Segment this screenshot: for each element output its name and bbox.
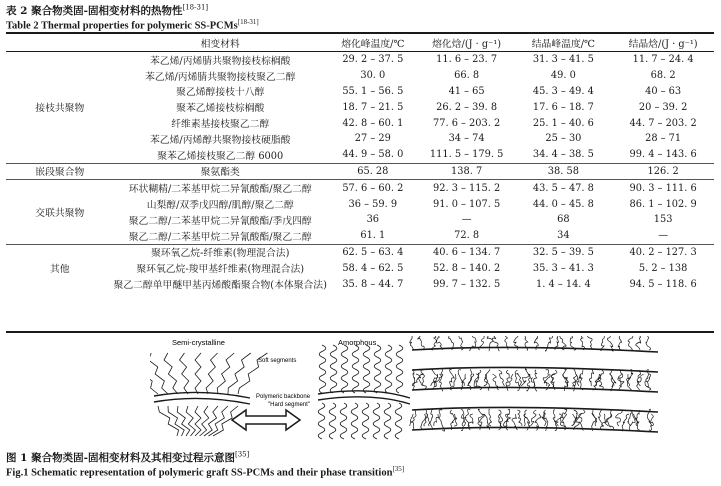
label-soft-segments: Soft segments <box>258 358 297 364</box>
value-cell: 31. 3 – 41. 5 <box>532 54 594 66</box>
value-cell: 35. 8 – 44. 7 <box>342 278 404 290</box>
table-row <box>6 163 714 180</box>
material-cell: 环状糊精/二苯基甲烷二异氰酸酯/聚乙二醇 <box>114 180 327 196</box>
value-cell: 126. 2 <box>612 163 714 180</box>
network-chain <box>434 410 442 426</box>
amorphous-chain <box>385 345 392 393</box>
table-caption-en: Table 2 Thermal properties for polymeric SS-PCMs[18-31] <box>6 18 259 32</box>
polymer-backbone <box>318 397 410 404</box>
network-chain <box>628 336 633 350</box>
category-cell: 其他 <box>6 244 114 292</box>
value-cell: 29. 2 – 37. 5 <box>342 54 404 66</box>
crystalline-chain <box>195 353 201 394</box>
amorphous-chain <box>329 403 336 439</box>
network-backbone <box>412 407 658 412</box>
network-chain <box>421 374 427 390</box>
table-bottom-rule <box>6 331 714 333</box>
network-backbone <box>412 347 658 352</box>
network-chain <box>410 409 416 426</box>
value-cell: 40. 6 – 134. 7 <box>419 244 515 260</box>
value-cell: 34. 4 – 38. 5 <box>532 149 594 161</box>
material-cell: 聚乙二醇单甲醚甲基丙烯酸酯聚合物(本体聚合法) <box>113 280 327 292</box>
value-cell: 61. 1 <box>360 230 386 242</box>
table-caption-cn: 表 2 聚合物类固-固相变材料的热物性[18-31] <box>6 3 209 17</box>
value-cell: 90. 3 – 111. 6 <box>612 180 714 196</box>
value-cell: 20 – 39. 2 <box>638 101 688 113</box>
category-cell: 交联共聚物 <box>6 180 114 244</box>
network-chain <box>531 410 537 426</box>
crystalline-chain <box>180 353 189 394</box>
value-cell: 1. 4 – 14. 4 <box>536 278 591 290</box>
value-cell: 92. 3 – 115. 2 <box>419 180 515 196</box>
category-cell: 嵌段聚合物 <box>6 163 114 180</box>
value-cell: 68 <box>557 214 570 226</box>
amorphous-chain <box>396 345 403 393</box>
value-cell: 32. 5 – 39. 5 <box>515 244 613 260</box>
value-cell: 52. 8 – 140. 2 <box>433 262 501 274</box>
value-cell: 49. 0 <box>550 70 576 82</box>
network-chain <box>421 414 426 430</box>
value-cell: 68. 2 <box>650 70 676 82</box>
header-melting-peak: 熔化峰温度/℃ <box>327 34 419 52</box>
category-cell: 接枝共聚物 <box>35 103 85 115</box>
network-chain <box>601 336 605 350</box>
header-crystallization-enthalpy: 结晶焓/(J · g⁻¹) <box>612 34 714 52</box>
table-header-row <box>6 34 714 52</box>
crystalline-chain <box>200 406 209 436</box>
value-cell: 43. 5 – 47. 8 <box>515 180 613 196</box>
amorphous-chain <box>363 345 370 393</box>
crystalline-chain <box>209 406 229 436</box>
value-cell: 36 <box>366 214 380 226</box>
header-crystallization-peak: 结晶峰温度/℃ <box>515 34 613 52</box>
value-cell: 42. 8 – 60. 1 <box>342 117 404 129</box>
label-polymeric-backbone: Polymeric backbone <box>256 394 311 400</box>
figure-caption-cn: 图 1 聚合物类固-固相变材料及其相变过程示意图[35] <box>6 450 250 464</box>
value-cell: 11. 6 – 23. 7 <box>436 54 498 66</box>
value-cell: 36 – 59. 9 <box>348 198 398 210</box>
table-row <box>6 244 714 260</box>
phase-transition-figure <box>150 336 670 444</box>
amorphous-structure <box>318 345 410 439</box>
label-semi-crystalline: Semi-crystalline <box>172 338 225 347</box>
network-chain <box>546 336 553 351</box>
value-cell: 26. 2 – 39. 8 <box>436 101 498 113</box>
material-cell: 纤维素基接枝聚乙二醇 <box>171 119 270 131</box>
network-chain <box>431 336 436 350</box>
amorphous-chain <box>395 403 402 439</box>
amorphous-chain <box>340 403 347 439</box>
amorphous-chain <box>351 403 358 439</box>
network-chain <box>534 370 537 386</box>
value-cell: 41 – 65 <box>448 85 485 97</box>
material-cell: 苯乙烯/丙烯腈共聚物接枝棕榈酸 <box>150 55 291 67</box>
table-row <box>6 180 714 196</box>
material-cell: 苯乙烯/丙烯腈共聚物接枝聚乙二醇 <box>145 71 296 83</box>
crystalline-chain <box>168 406 184 436</box>
figure-caption-en: Fig.1 Schematic representation of polymeric graft SS-PCMs and their phase transition[35] <box>6 465 405 479</box>
value-cell: 44. 9 – 58. 0 <box>342 149 404 161</box>
material-cell: 聚环氧乙烷-羧甲基纤维素(物理混合法) <box>136 264 305 276</box>
amorphous-chain <box>384 403 391 439</box>
value-cell: 5. 2 – 138 <box>638 262 688 274</box>
value-cell: 65. 28 <box>327 163 419 180</box>
amorphous-chain <box>330 345 337 393</box>
label-hard-segment: "Hard segment" <box>268 402 310 408</box>
value-cell: — <box>461 214 472 226</box>
value-cell: 99. 4 – 143. 6 <box>629 149 697 161</box>
header-material: 相变材料 <box>114 34 327 52</box>
value-cell: 44. 0 – 45. 8 <box>532 198 594 210</box>
crystalline-chain <box>186 406 195 436</box>
amorphous-chain <box>373 403 380 439</box>
value-cell: 28 – 71 <box>645 133 682 145</box>
material-cell: 苯乙烯/丙烯醇共聚物接枝硬脂酸 <box>150 134 291 146</box>
value-cell: 55. 1 – 56. 5 <box>342 85 404 97</box>
network-chain <box>499 370 505 386</box>
value-cell: 153 <box>653 214 673 226</box>
network-chain <box>492 336 499 351</box>
network-chain <box>429 409 433 426</box>
network-chain <box>449 370 454 386</box>
value-cell: 138. 7 <box>419 163 515 180</box>
network-chain <box>572 410 585 426</box>
value-cell: 25 – 30 <box>545 133 582 145</box>
network-chain <box>506 370 509 386</box>
value-cell: 111. 5 – 179. 5 <box>429 149 504 161</box>
amorphous-chain <box>362 403 369 439</box>
header-category <box>6 34 114 52</box>
amorphous-chain <box>319 345 326 393</box>
network-chain <box>589 369 593 386</box>
amorphous-chain <box>352 345 359 393</box>
amorphous-chain <box>341 345 348 393</box>
network-chain <box>517 410 522 426</box>
crystalline-chain <box>150 353 158 394</box>
crystalline-chain <box>195 406 201 436</box>
network-chain <box>618 336 621 350</box>
network-chain <box>487 336 493 351</box>
material-cell: 聚乙二醇/二苯基甲烷二异氰酸酯/聚乙二醇 <box>128 231 312 243</box>
value-cell: 94. 5 – 118. 6 <box>629 278 697 290</box>
network-chain <box>636 336 641 350</box>
network-chain <box>605 410 612 426</box>
value-cell: 58. 4 – 62. 5 <box>342 262 404 274</box>
value-cell: 45. 3 – 49. 4 <box>532 85 594 97</box>
network-chain <box>484 370 490 386</box>
network-chain <box>563 369 568 386</box>
crystalline-chain <box>164 353 178 394</box>
value-cell: 25. 1 – 40. 6 <box>532 117 594 129</box>
value-cell: 91. 0 – 107. 5 <box>433 198 501 210</box>
value-cell: 62. 5 – 63. 4 <box>327 244 419 260</box>
network-chain <box>633 414 639 430</box>
material-cell: 聚氨酯类 <box>114 163 327 180</box>
value-cell: 17. 6 – 18. 7 <box>532 101 594 113</box>
value-cell: 11. 7 – 24. 4 <box>632 54 694 66</box>
network-chain <box>598 410 602 426</box>
value-cell: 35. 3 – 41. 3 <box>532 262 594 274</box>
network-chain <box>410 336 414 350</box>
material-cell: 山梨醇/双季戊四醇/肌醇/聚乙二醇 <box>146 200 294 212</box>
label-amorphous: Amorphous <box>338 338 377 347</box>
value-cell: 57. 6 – 60. 2 <box>327 180 419 196</box>
value-cell: 38. 58 <box>515 163 613 180</box>
thermal-properties-table <box>6 34 714 292</box>
value-cell: 66. 8 <box>454 70 480 82</box>
network-chain <box>410 414 414 430</box>
material-cell: 聚乙二醇/二苯基甲烷二异氰酸酯/季戊四醇 <box>128 215 312 227</box>
crystalline-chain <box>217 353 234 394</box>
value-cell: 77. 6 – 203. 2 <box>433 117 501 129</box>
material-cell: 聚乙烯醇接枝十八醇 <box>176 87 265 99</box>
material-cell: 聚环氧乙烷-纤维素(物理混合法) <box>114 244 327 260</box>
value-cell: — <box>658 230 669 242</box>
value-cell: 99. 7 – 132. 5 <box>433 278 501 290</box>
material-cell: 聚苯乙烯接枝棕榈酸 <box>176 103 265 115</box>
value-cell: 34 – 74 <box>448 133 485 145</box>
network-chain <box>418 336 425 350</box>
value-cell: 40. 2 – 127. 3 <box>612 244 714 260</box>
value-cell: 40 – 63 <box>645 85 682 97</box>
crystalline-chain <box>206 353 218 394</box>
network-backbone <box>412 427 658 432</box>
value-cell: 72. 8 <box>454 230 480 242</box>
crystalline-chain <box>150 353 168 394</box>
header-melting-enthalpy: 熔化焓/(J · g⁻¹) <box>419 34 515 52</box>
material-cell: 聚苯乙烯接枝聚乙二醇 6000 <box>157 150 284 162</box>
amorphous-network-structure <box>410 336 658 432</box>
value-cell: 27 – 29 <box>354 133 391 145</box>
amorphous-chain <box>318 403 325 439</box>
network-chain <box>476 370 481 386</box>
network-chain <box>616 410 623 426</box>
network-chain <box>433 374 438 390</box>
double-arrow-icon <box>232 410 300 430</box>
network-chain <box>646 336 651 350</box>
value-cell: 86. 1 – 102. 9 <box>629 198 697 210</box>
value-cell: 18. 7 – 21. 5 <box>342 101 404 113</box>
network-chain <box>489 409 492 426</box>
amorphous-chain <box>374 345 381 393</box>
network-chain <box>587 336 593 350</box>
table-row <box>6 52 714 68</box>
value-cell: 30. 0 <box>360 70 386 82</box>
polymer-backbone <box>154 392 250 398</box>
value-cell: 44. 7 – 203. 2 <box>629 117 697 129</box>
network-chain <box>458 370 464 386</box>
polymer-backbone <box>154 398 250 404</box>
value-cell: 34 <box>557 230 570 242</box>
